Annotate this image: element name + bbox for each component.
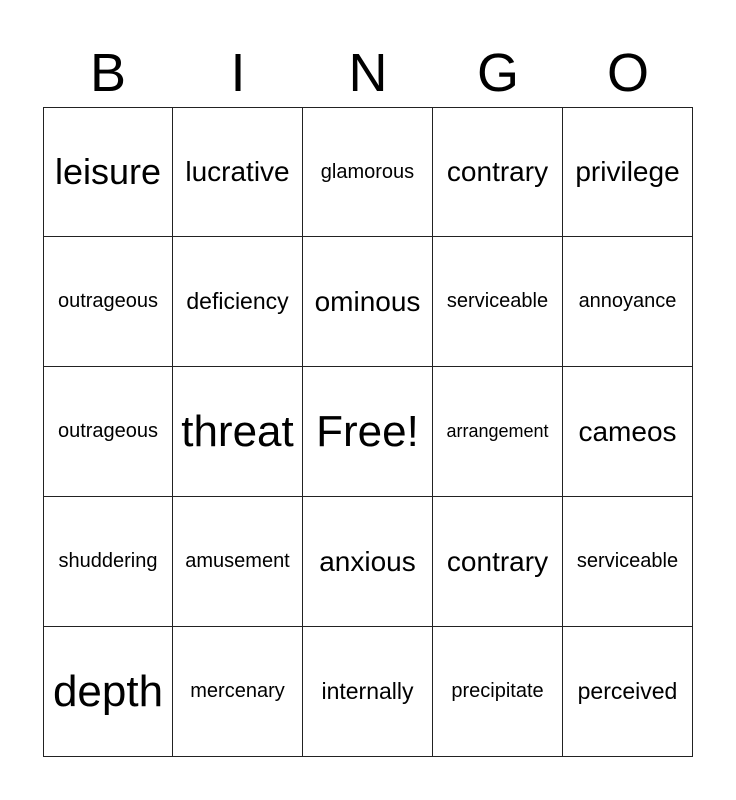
free-space[interactable]: Free!	[303, 367, 433, 497]
bingo-cell[interactable]: serviceable	[563, 497, 693, 627]
bingo-cell[interactable]: contrary	[433, 107, 563, 237]
bingo-cell[interactable]: annoyance	[563, 237, 693, 367]
bingo-cell[interactable]: leisure	[43, 107, 173, 237]
bingo-cell[interactable]: outrageous	[43, 367, 173, 497]
bingo-cell[interactable]: anxious	[303, 497, 433, 627]
bingo-cell[interactable]: cameos	[563, 367, 693, 497]
header-letter-i: I	[230, 43, 246, 103]
header-letter-b: B	[89, 43, 127, 103]
bingo-cell[interactable]: lucrative	[173, 107, 303, 237]
bingo-cell[interactable]: privilege	[563, 107, 693, 237]
bingo-cell[interactable]: mercenary	[173, 627, 303, 757]
bingo-cell[interactable]: arrangement	[433, 367, 563, 497]
bingo-cell[interactable]: amusement	[173, 497, 303, 627]
header-letter-o: O	[606, 43, 649, 103]
bingo-cell[interactable]: deficiency	[173, 237, 303, 367]
bingo-cell[interactable]: contrary	[433, 497, 563, 627]
bingo-cell[interactable]: glamorous	[303, 107, 433, 237]
bingo-cell[interactable]: internally	[303, 627, 433, 757]
header-letter-n: N	[348, 43, 388, 103]
header-letter-g: G	[476, 43, 519, 103]
bingo-cell[interactable]: shuddering	[43, 497, 173, 627]
bingo-cell[interactable]: outrageous	[43, 237, 173, 367]
bingo-cell[interactable]: precipitate	[433, 627, 563, 757]
bingo-cell[interactable]: threat	[173, 367, 303, 497]
bingo-cell[interactable]: ominous	[303, 237, 433, 367]
bingo-header	[43, 38, 693, 108]
bingo-cell[interactable]: perceived	[563, 627, 693, 757]
bingo-cell[interactable]: depth	[43, 627, 173, 757]
bingo-grid	[43, 107, 693, 757]
bingo-cell[interactable]: serviceable	[433, 237, 563, 367]
